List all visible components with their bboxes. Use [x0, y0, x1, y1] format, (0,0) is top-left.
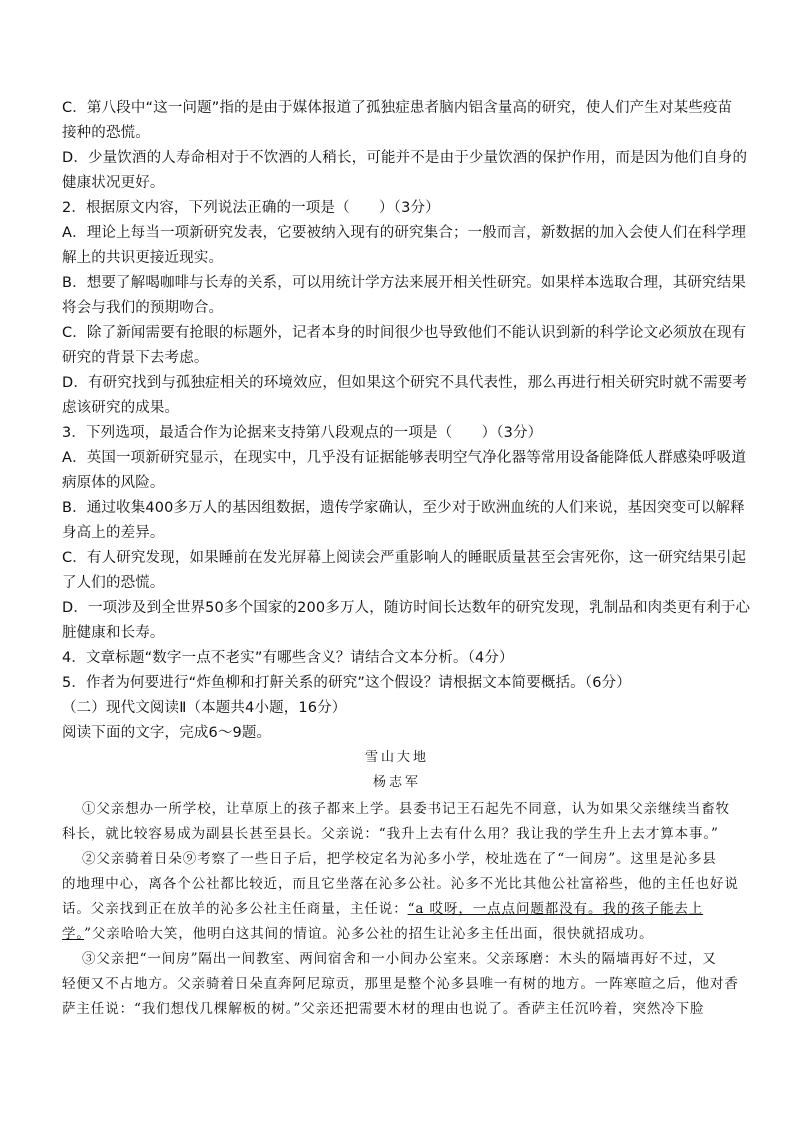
- story-author: 杨志军: [372, 775, 421, 790]
- q3-option-a-line1: A．英国一项新研究显示，在现实中，几乎没有证据能够表明空气净化器等常用设备能降低人群感染呼吸道: [62, 450, 746, 466]
- q2-stem: 2．根据原文内容，下列说法正确的一项是（ ）（3分）: [62, 200, 440, 216]
- q3-option-b-line1: B．通过收集400多万人的基因组数据，遗传学家确认，至少对于欧洲血统的人们来说，基因突变可以解释: [62, 500, 745, 516]
- q2-option-b-line2: 将会与我们的预期吻合。: [62, 300, 224, 316]
- underlined-quote-a: “a 哎呀，一点点问题都没有。我的孩子能去上: [407, 901, 704, 917]
- q2-option-b-line1: B．想要了解喝咖啡与长寿的关系，可以用统计学方法来展开相关性研究。如果样本选取合理，其研究结果: [62, 275, 746, 291]
- q3-option-b-line2: 身高上的差异。: [62, 525, 165, 541]
- q2-option-c-line2: 研究的背景下去考虑。: [62, 350, 209, 366]
- q3-option-a-line2: 病原体的风险。: [62, 475, 165, 491]
- story-p3-line3: 萨主任说：“我们想伐几棵解板的树。”父亲还把需要木材的理由也说了。香萨主任沉吟着，突然冷下脸: [62, 1001, 705, 1017]
- section-heading: （二）现代文阅读Ⅱ（本题共4小题，16分）: [62, 700, 347, 716]
- q2-option-d-line1: D．有研究找到与孤独症相关的环境效应，但如果这个研究不具代表性，那么再进行相关研究时就不需要考: [62, 375, 748, 391]
- q2-option-a-line1: A．理论上每当一项新研究发表，它要被纳入现有的研究集合；一般而言，新数据的加入会使人们在科学理: [62, 225, 746, 241]
- story-p2-line3: [62, 900, 732, 918]
- section-instruction: 阅读下面的文字，完成6～9题。: [62, 725, 272, 741]
- story-p2-line1: ②父亲骑着日朵⑨考察了一些日子后，把学校定名为沁多小学，校址选在了“一间房”。这里是沁多县: [82, 851, 717, 867]
- story-p3-line1: ③父亲把“一间房”隔出一间教室、两间宿舍和一小间办公室来。父亲琢磨：木头的隔墙再好不过，又: [82, 951, 717, 967]
- story-p2-line2: 的地理中心，离各个公社都比较近，而且它坐落在沁多公社。沁多不光比其他公社富裕些，他的主任也好说: [62, 876, 739, 892]
- q1-option-c-line2: 接种的恐慌。: [62, 125, 150, 141]
- story-p2-line4: [62, 925, 732, 943]
- q2-option-d-line2: 虑该研究的成果。: [62, 400, 180, 416]
- story-p3-line2: 轻便又不占地方。父亲骑着日朵直奔阿尼琼贡，那里是整个沁多县唯一有树的地方。一阵寒暄之后，他对香: [62, 976, 739, 992]
- q2-option-c-line1: C．除了新闻需要有抢眼的标题外，记者本身的时间很少也导致他们不能认识到新的科学论文必须放在现有: [62, 325, 747, 341]
- q5-stem: 5．作者为何要进行“炸鱼柳和打鼾关系的研究”这个假设？请根据文本简要概括。（6分）: [62, 675, 631, 691]
- story-p1-line1: ①父亲想办一所学校，让草原上的孩子都来上学。县委书记王石起先不同意，认为如果父亲继续当畜牧: [82, 801, 730, 817]
- q3-stem: 3．下列选项，最适合作为论据来支持第八段观点的一项是（ ）（3分）: [62, 425, 543, 441]
- story-title: 雪山大地: [364, 750, 429, 765]
- underlined-quote-a-end: 学。: [62, 926, 85, 942]
- q1-option-d-line1: D．少量饮酒的人寿命相对于不饮酒的人稍长，可能并不是由于少量饮酒的保护作用，而是因为他们自身的: [62, 150, 748, 166]
- q3-option-c-line2: 了人们的恐慌。: [62, 575, 165, 591]
- story-p1-line2: 科长，就比较容易成为副县长甚至县长。父亲说：“我升上去有什么用？我让我的学生升上去才算本事。”: [62, 826, 719, 842]
- story-p2-line3-text: 话。父亲找到正在放羊的沁多公社主任商量，主任说：: [62, 901, 408, 917]
- q4-stem: 4．文章标题“数字一点不老实”有哪些含义？请结合文本分析。（4分）: [62, 650, 514, 666]
- q3-option-d-line1: D．一项涉及到全世界50多个国家的200多万人，随访时间长达数年的研究发现，乳制品和肉类更有利于心: [62, 600, 751, 616]
- q1-option-d-line2: 健康状况更好。: [62, 175, 165, 191]
- q2-option-a-line2: 解上的共识更接近现实。: [62, 250, 224, 266]
- q3-option-c-line1: C．有人研究发现，如果睡前在发光屏幕上阅读会严重影响人的睡眠质量甚至会害死你，这一研究结果引起: [62, 550, 747, 566]
- q1-option-c-line1: C．第八段中“这一问题”指的是由于媒体报道了孤独症患者脑内铝含量高的研究，使人们产生对某些疫苗: [62, 100, 733, 116]
- q3-option-d-line2: 脏健康和长寿。: [62, 625, 165, 641]
- story-p2-line4-text: ”父亲哈哈大笑，他明白这其间的情谊。沁多公社的招生让沁多主任出面，很快就招成功。: [84, 926, 654, 942]
